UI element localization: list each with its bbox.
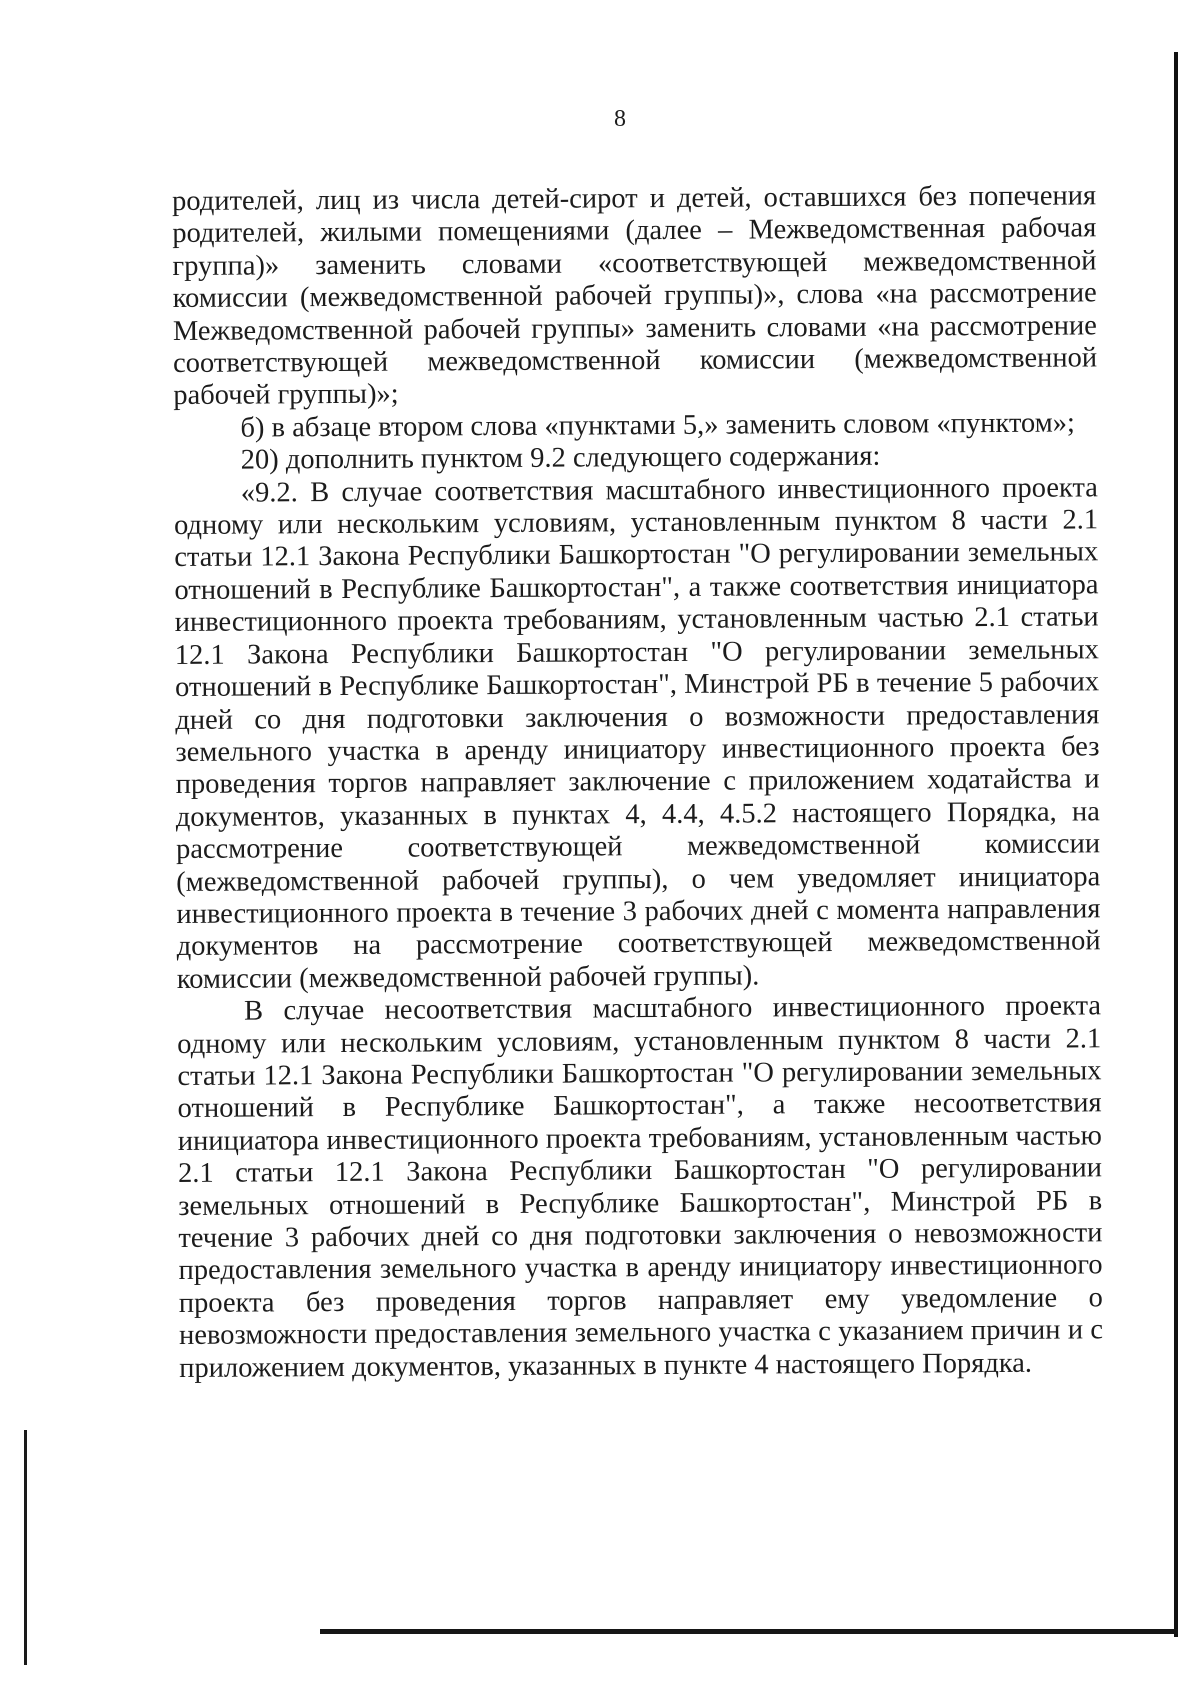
- paragraph-clause-9-2-nonconformity: В случае несоответствия масштабного инвестиционного проекта одному или нескольким условиям, установленным пунктом 8 части 2.1 статьи 12.1 Закона Республики Башкортостан "О регулировании земельных отношений в Республике Башкортостан", а также несоответствия инициатора инвестиционного проекта требованиям, установленным частью 2.1 статьи 12.1 Закона Республики Башкортостан "О регулировании земельных отношений в Республике Башкортостан", Минстрой РБ в течение 3 рабочих дней со дня подготовки заключения о невозможности предоставления земельного участка в аренду инициатору инвестиционного проекта без проведения торгов направляет ему уведомление о невозможности предоставления земельного участка с указанием причин и с приложением документов, указанных в пункте 4 настоящего Порядка.: [177, 990, 1104, 1384]
- paragraph-clause-9-2: «9.2. В случае соответствия масштабного инвестиционного проекта одному или нескольким условиям, установленным пунктом 8 части 2.1 статьи 12.1 Закона Республики Башкортостан "О регулировании земельных отношений в Республике Башкортостан", а также соответствия инициатора инвестиционного проекта требованиям, установленным частью 2.1 статьи 12.1 Закона Республики Башкортостан "О регулировании земельных отношений в Республике Башкортостан", Минстрой РБ в течение 5 рабочих дней со дня подготовки заключения о возможности предоставления земельного участка в аренду инициатору инвестиционного проекта без проведения торгов направляет заключение с приложением ходатайства и документов, указанных в пунктах 4, 4.4, 4.5.2 настоящего Порядка, на рассмотрение соответствующей межведомственной комиссии (межведомственной рабочей группы), о чем уведомляет инициатора инвестиционного проекта в течение 3 рабочих дней с момента направления документов на рассмотрение соответствующей межведомственной комиссии (межведомственной рабочей группы).: [173, 472, 1101, 995]
- scan-border-right: [1174, 52, 1178, 1637]
- paragraph-item-20: 20) дополнить пунктом 9.2 следующего содержания:: [240, 440, 881, 476]
- paragraph-continuation: родителей, лиц из числа детей-сирот и детей, оставшихся без попечения родителей, жилыми помещениями (далее – Межведомственная рабочая группа)» заменить словами «соответствующей межведомственной комиссии (межведомственной рабочей группы)», слова «на рассмотрение Межведомственной рабочей группы» заменить словами «на рассмотрение соответствующей межведомственной комиссии (межведомственной рабочей группы)»;: [172, 180, 1098, 412]
- document-body: [172, 180, 1103, 1385]
- paragraph-subitem-b: б) в абзаце втором слова «пунктами 5,» заменить словом «пунктом»;: [240, 407, 1075, 444]
- scan-border-bottom: [320, 1629, 1178, 1634]
- page-number: 8: [614, 106, 626, 132]
- scan-border-left: [24, 1430, 27, 1665]
